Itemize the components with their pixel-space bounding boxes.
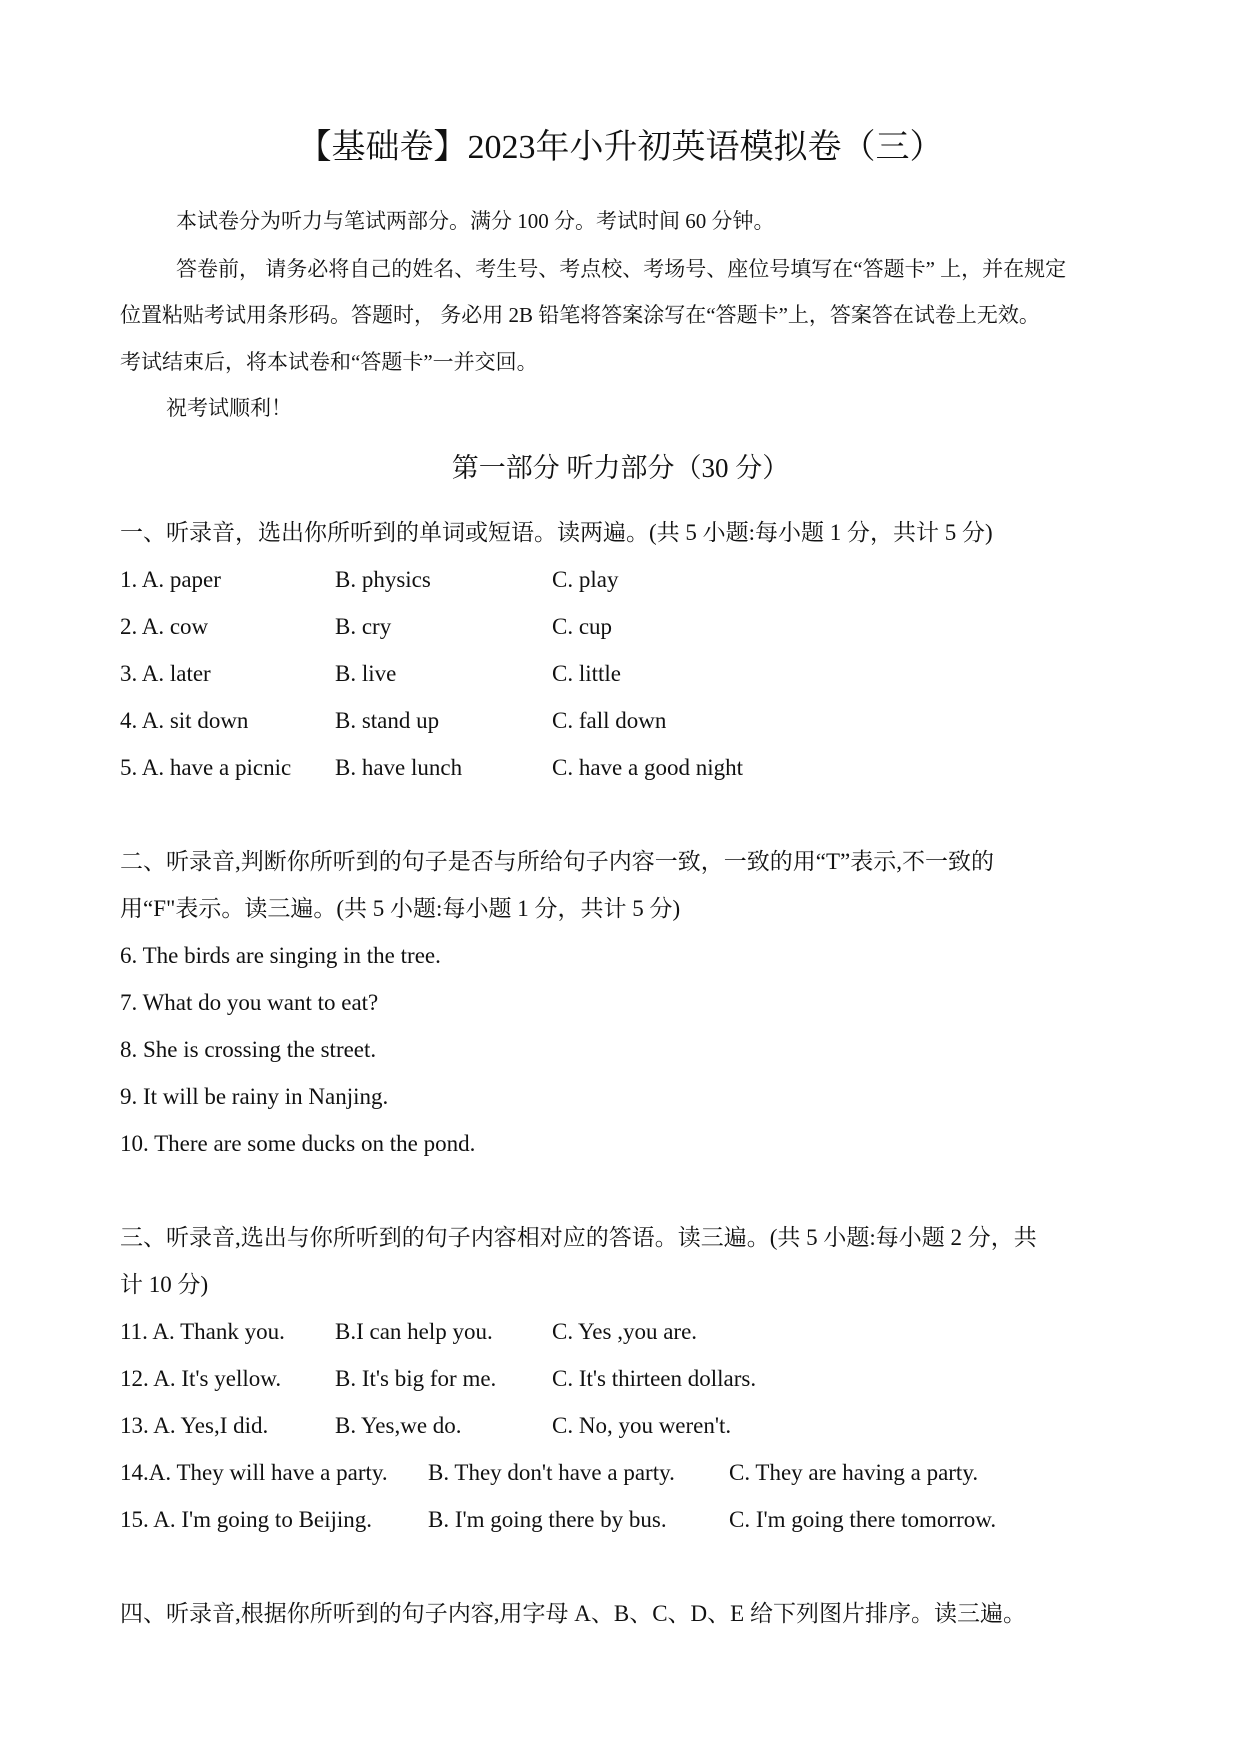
option-c: C. They are having a party. <box>729 1460 979 1485</box>
option-b: B. It's big for me. <box>335 1366 497 1391</box>
statement-item: 9. It will be rainy in Nanjing. <box>120 1084 389 1109</box>
option-a: 3. A. later <box>120 661 211 686</box>
option-c: C. fall down <box>552 708 667 733</box>
section-2-heading-line-1: 二、听录音,判断你所听到的句子是否与所给句子内容一致，一致的用“T”表示,不一致的 <box>120 849 994 874</box>
option-c: C. little <box>552 661 621 686</box>
option-c: C. play <box>552 567 619 592</box>
option-b: B. I'm going there by bus. <box>428 1507 667 1532</box>
intro-line-3: 位置粘贴考试用条形码。答题时， 务必用 2B 铅笔将答案涂写在“答题卡”上，答案答在试卷上无效。 <box>120 303 1040 327</box>
option-a: 15. A. I'm going to Beijing. <box>120 1507 373 1532</box>
option-b: B. live <box>335 661 397 686</box>
option-c: C. It's thirteen dollars. <box>552 1366 757 1391</box>
option-c: C. Yes ,you are. <box>552 1319 698 1344</box>
option-c: C. have a good night <box>552 755 743 780</box>
option-c: C. No, you weren't. <box>552 1413 732 1438</box>
option-b: B. have lunch <box>335 755 463 780</box>
option-a: 14.A. They will have a party. <box>120 1460 388 1485</box>
statement-item: 7. What do you want to eat? <box>120 990 379 1015</box>
option-c: C. cup <box>552 614 613 639</box>
option-b: B.I can help you. <box>335 1319 493 1344</box>
option-b: B. Yes,we do. <box>335 1413 462 1438</box>
intro-line-2: 答卷前， 请务必将自己的姓名、考生号、考点校、考场号、座位号填写在“答题卡” 上，并在规定 <box>176 257 1067 281</box>
intro-line-4: 考试结束后，将本试卷和“答题卡”一并交回。 <box>120 350 538 374</box>
option-a: 13. A. Yes,I did. <box>120 1413 269 1438</box>
statement-item: 8. She is crossing the street. <box>120 1037 377 1062</box>
section-3-heading-line-1: 三、听录音,选出与你所听到的句子内容相对应的答语。读三遍。(共 5 小题:每小题 2 分，共 <box>120 1225 1037 1250</box>
option-a: 1. A. paper <box>120 567 221 592</box>
option-a: 11. A. Thank you. <box>120 1319 285 1344</box>
option-a: 2. A. cow <box>120 614 209 639</box>
option-a: 4. A. sit down <box>120 708 249 733</box>
statement-item: 6. The birds are singing in the tree. <box>120 943 441 968</box>
option-a: 12. A. It's yellow. <box>120 1366 282 1391</box>
section-1-heading: 一、听录音，选出你所听到的单词或短语。读两遍。(共 5 小题:每小题 1 分，共计 5 分) <box>120 520 993 545</box>
section-2-heading-line-2: 用“F"表示。读三遍。(共 5 小题:每小题 1 分，共计 5 分) <box>120 896 681 921</box>
intro-line-5: 祝考试顺利！ <box>166 396 292 420</box>
page-title: 【基础卷】2023年小升初英语模拟卷（三） <box>297 129 944 166</box>
section-3-heading-line-2: 计 10 分) <box>120 1272 209 1297</box>
part-one-heading: 第一部分 听力部分（30 分） <box>451 453 790 483</box>
option-b: B. They don't have a party. <box>428 1460 675 1485</box>
option-b: B. physics <box>335 567 431 592</box>
option-b: B. cry <box>335 614 392 639</box>
option-b: B. stand up <box>335 708 440 733</box>
statement-item: 10. There are some ducks on the pond. <box>120 1131 476 1156</box>
section-4-heading: 四、听录音,根据你所听到的句子内容,用字母 A、B、C、D、E 给下列图片排序。读三遍。 <box>120 1601 1026 1626</box>
option-c: C. I'm going there tomorrow. <box>729 1507 997 1532</box>
option-a: 5. A. have a picnic <box>120 755 292 780</box>
intro-line-1: 本试卷分为听力与笔试两部分。满分 100 分。考试时间 60 分钟。 <box>176 209 775 233</box>
